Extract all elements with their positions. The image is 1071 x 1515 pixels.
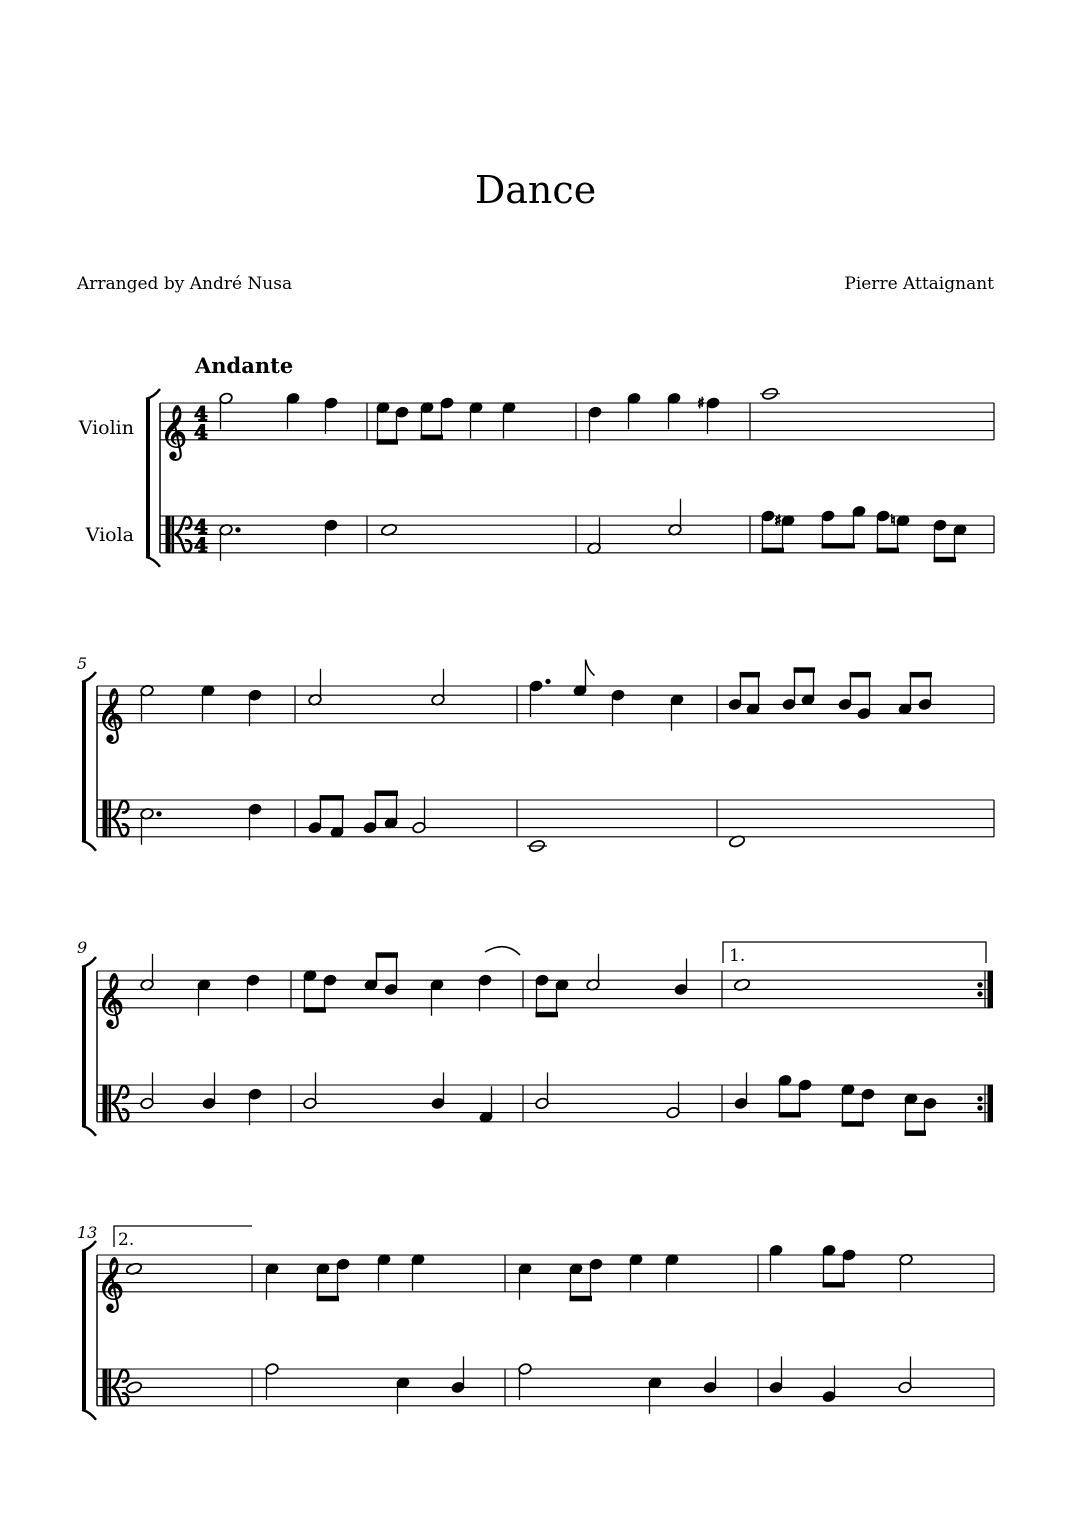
- natural-sign: ♮: [890, 511, 896, 530]
- time-signature: 4: [194, 514, 208, 539]
- beam: [376, 953, 398, 958]
- beam: [320, 796, 344, 801]
- repeat-dot: [978, 983, 982, 987]
- alto-clef-icon: [172, 516, 174, 553]
- alto-clef-icon: [109, 800, 111, 837]
- beam: [822, 544, 855, 549]
- treble-clef-icon: 𝄞: [160, 403, 188, 458]
- repeat-dot: [978, 1097, 982, 1101]
- beam: [762, 548, 784, 553]
- repeat-dot: [978, 992, 982, 996]
- dot: [236, 528, 240, 532]
- beam: [794, 668, 815, 673]
- final-barline: [988, 1085, 993, 1122]
- bracket-hook: [82, 1241, 96, 1251]
- bracket-hook: [82, 1126, 96, 1136]
- bracket-hook: [82, 841, 96, 851]
- alto-clef-icon: [109, 1085, 111, 1122]
- repeat-dot: [978, 1106, 982, 1110]
- measure-number-5: 5: [77, 654, 88, 673]
- volta-1-bracket: [723, 942, 986, 963]
- dot: [546, 679, 550, 683]
- beam: [823, 1283, 845, 1288]
- viola-label: Viola: [85, 524, 134, 546]
- beam: [850, 672, 871, 677]
- beam: [842, 1122, 864, 1127]
- time-signature: 4: [194, 419, 208, 444]
- score-title: Dance: [474, 168, 597, 212]
- alto-clef-icon: [103, 1085, 107, 1122]
- bracket-hook: [82, 1410, 96, 1420]
- tie: [485, 947, 520, 955]
- treble-clef-icon: 𝄞: [97, 971, 125, 1026]
- alto-clef-icon: [166, 516, 170, 553]
- alto-clef-icon: [109, 1369, 111, 1406]
- beam: [905, 1131, 926, 1136]
- measure-number-13: 13: [77, 1223, 98, 1242]
- beam: [570, 1296, 592, 1301]
- beam: [304, 1008, 326, 1013]
- beam: [421, 435, 443, 440]
- violin-label: Violin: [78, 417, 134, 439]
- volta-2-bracket: [114, 1226, 252, 1247]
- treble-clef-icon: 𝄞: [97, 1255, 125, 1310]
- beam: [377, 440, 398, 445]
- eighth-flag: [586, 660, 595, 676]
- tempo-marking: Andante: [195, 353, 294, 378]
- alto-clef-icon: [103, 800, 107, 837]
- beam: [536, 1012, 558, 1017]
- time-signature: 4: [194, 532, 208, 557]
- bracket-hook: [82, 957, 96, 967]
- bracket-hook: [146, 389, 160, 399]
- time-signature: 4: [194, 401, 208, 426]
- beam: [375, 791, 398, 796]
- sharp-sign: ♯: [697, 394, 705, 412]
- measure-number-9: 9: [77, 938, 88, 957]
- beam: [910, 672, 932, 677]
- beam: [779, 1113, 801, 1118]
- beam: [877, 548, 899, 553]
- final-barline: [988, 971, 993, 1008]
- sharp-sign: ♯: [774, 511, 782, 530]
- beam: [934, 557, 956, 562]
- beam: [317, 1296, 339, 1301]
- bracket-hook: [82, 672, 96, 682]
- alto-clef-icon: [103, 1369, 107, 1406]
- dot: [157, 812, 161, 816]
- volta-2-label: 2.: [118, 1230, 135, 1250]
- composer-credit: Pierre Attaignant: [844, 274, 994, 294]
- bracket-hook: [146, 557, 160, 567]
- arranger-credit: Arranged by André Nusa: [77, 274, 293, 294]
- notehead: [125, 1381, 142, 1395]
- treble-clef-icon: 𝄞: [97, 686, 125, 741]
- volta-1-label: 1.: [729, 946, 746, 966]
- beam: [740, 672, 760, 677]
